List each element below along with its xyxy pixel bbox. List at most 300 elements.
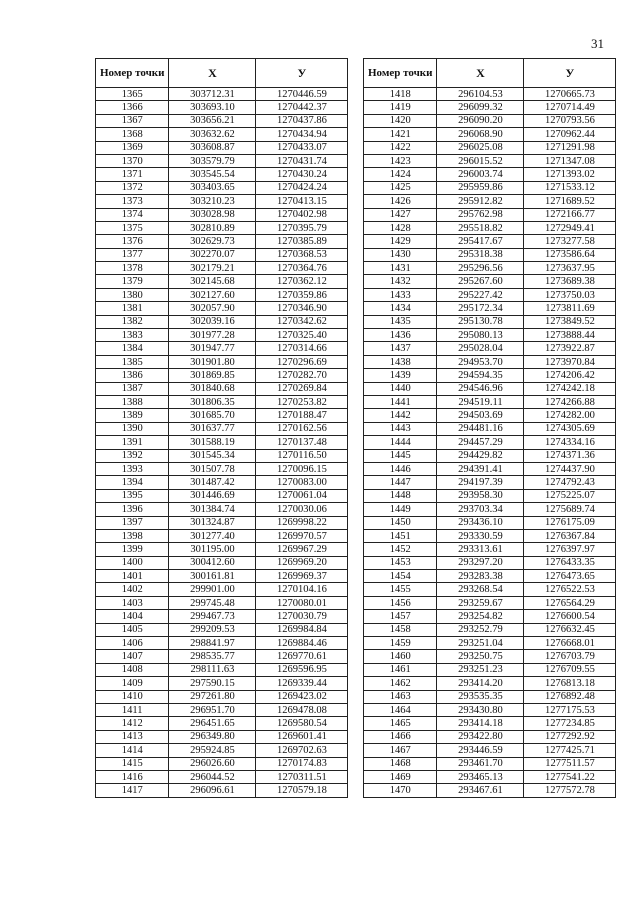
point-number-cell: 1414	[96, 744, 169, 757]
x-coordinate-cell: 296096.61	[169, 784, 256, 797]
y-coordinate-cell: 1269967.29	[256, 543, 348, 556]
point-number-cell: 1425	[364, 181, 437, 194]
y-coordinate-cell: 1270402.98	[256, 208, 348, 221]
point-number-cell: 1365	[96, 88, 169, 101]
y-coordinate-cell: 1269601.41	[256, 730, 348, 743]
y-coordinate-cell: 1270030.06	[256, 503, 348, 516]
point-number-cell: 1449	[364, 503, 437, 516]
point-number-cell: 1467	[364, 744, 437, 757]
y-coordinate-cell: 1270579.18	[256, 784, 348, 797]
point-number-cell: 1445	[364, 449, 437, 462]
x-coordinate-cell: 293251.04	[437, 637, 524, 650]
y-coordinate-cell: 1270314.66	[256, 342, 348, 355]
x-coordinate-cell: 293297.20	[437, 556, 524, 569]
y-coordinate-cell: 1270174.83	[256, 757, 348, 770]
point-number-cell: 1405	[96, 623, 169, 636]
point-number-cell: 1468	[364, 757, 437, 770]
point-number-cell: 1385	[96, 355, 169, 368]
point-number-cell: 1369	[96, 141, 169, 154]
x-coordinate-cell: 302270.07	[169, 248, 256, 261]
table-row	[364, 422, 616, 435]
table-row	[364, 436, 616, 449]
point-number-cell: 1368	[96, 128, 169, 141]
table-row	[364, 101, 616, 114]
x-coordinate-cell: 293330.59	[437, 529, 524, 542]
table-body-right	[364, 88, 616, 798]
point-number-cell: 1404	[96, 610, 169, 623]
x-coordinate-cell: 293535.35	[437, 690, 524, 703]
point-number-cell: 1427	[364, 208, 437, 221]
y-coordinate-cell: 1271689.52	[524, 195, 616, 208]
y-coordinate-cell: 1270083.00	[256, 476, 348, 489]
table-row	[96, 637, 348, 650]
point-number-cell: 1428	[364, 221, 437, 234]
table-row	[96, 650, 348, 663]
y-coordinate-cell: 1274305.69	[524, 422, 616, 435]
point-number-cell: 1373	[96, 195, 169, 208]
x-coordinate-cell: 303028.98	[169, 208, 256, 221]
x-coordinate-cell: 301806.35	[169, 395, 256, 408]
point-number-cell: 1448	[364, 489, 437, 502]
x-coordinate-cell: 302057.90	[169, 302, 256, 315]
table-row	[96, 596, 348, 609]
point-number-cell: 1411	[96, 703, 169, 716]
x-coordinate-cell: 297590.15	[169, 677, 256, 690]
y-coordinate-cell: 1274266.88	[524, 395, 616, 408]
point-number-cell: 1464	[364, 703, 437, 716]
y-coordinate-cell: 1270269.84	[256, 382, 348, 395]
table-row	[364, 262, 616, 275]
point-number-cell: 1465	[364, 717, 437, 730]
point-number-cell: 1453	[364, 556, 437, 569]
point-number-cell: 1366	[96, 101, 169, 114]
y-coordinate-cell: 1272166.77	[524, 208, 616, 221]
table-row	[364, 181, 616, 194]
x-coordinate-cell: 296099.32	[437, 101, 524, 114]
y-coordinate-cell: 1269580.54	[256, 717, 348, 730]
point-number-cell: 1437	[364, 342, 437, 355]
y-coordinate-cell: 1273970.84	[524, 355, 616, 368]
point-number-cell: 1440	[364, 382, 437, 395]
point-number-cell: 1435	[364, 315, 437, 328]
y-coordinate-cell: 1269770.61	[256, 650, 348, 663]
table-row	[96, 141, 348, 154]
x-coordinate-cell: 301324.87	[169, 516, 256, 529]
point-number-cell: 1439	[364, 369, 437, 382]
table-row	[96, 476, 348, 489]
y-coordinate-cell: 1270137.48	[256, 436, 348, 449]
point-number-cell: 1443	[364, 422, 437, 435]
x-coordinate-cell: 293703.34	[437, 503, 524, 516]
x-coordinate-cell: 293465.13	[437, 770, 524, 783]
table-row	[364, 690, 616, 703]
table-row	[96, 570, 348, 583]
x-coordinate-cell: 295318.38	[437, 248, 524, 261]
point-number-cell: 1417	[96, 784, 169, 797]
x-coordinate-cell: 300412.60	[169, 556, 256, 569]
y-coordinate-cell: 1269596.95	[256, 663, 348, 676]
table-row	[96, 744, 348, 757]
table-row	[96, 221, 348, 234]
table-row	[96, 677, 348, 690]
y-coordinate-cell: 1270433.07	[256, 141, 348, 154]
y-coordinate-cell: 1270346.90	[256, 302, 348, 315]
x-coordinate-cell: 303693.10	[169, 101, 256, 114]
header-point-number: Номер точки	[364, 59, 437, 88]
y-coordinate-cell: 1270434.94	[256, 128, 348, 141]
y-coordinate-cell: 1276397.97	[524, 543, 616, 556]
table-row	[96, 128, 348, 141]
point-number-cell: 1372	[96, 181, 169, 194]
x-coordinate-cell: 302039.16	[169, 315, 256, 328]
x-coordinate-cell: 293259.67	[437, 596, 524, 609]
table-row	[96, 516, 348, 529]
y-coordinate-cell: 1269984.84	[256, 623, 348, 636]
table-row	[364, 543, 616, 556]
point-number-cell: 1422	[364, 141, 437, 154]
point-number-cell: 1466	[364, 730, 437, 743]
y-coordinate-cell: 1270116.50	[256, 449, 348, 462]
table-row	[96, 543, 348, 556]
table-row	[96, 717, 348, 730]
table-row	[364, 329, 616, 342]
table-row	[364, 529, 616, 542]
y-coordinate-cell: 1271291.98	[524, 141, 616, 154]
table-row	[364, 315, 616, 328]
x-coordinate-cell: 299745.48	[169, 596, 256, 609]
x-coordinate-cell: 299467.73	[169, 610, 256, 623]
x-coordinate-cell: 295924.85	[169, 744, 256, 757]
x-coordinate-cell: 301384.74	[169, 503, 256, 516]
table-row	[364, 556, 616, 569]
x-coordinate-cell: 303579.79	[169, 154, 256, 167]
table-row	[364, 449, 616, 462]
table-row	[96, 784, 348, 797]
x-coordinate-cell: 295028.04	[437, 342, 524, 355]
y-coordinate-cell: 1273922.87	[524, 342, 616, 355]
table-row	[364, 395, 616, 408]
y-coordinate-cell: 1270061.04	[256, 489, 348, 502]
x-coordinate-cell: 294519.11	[437, 395, 524, 408]
x-coordinate-cell: 294481.16	[437, 422, 524, 435]
table-row	[96, 489, 348, 502]
y-coordinate-cell: 1271393.02	[524, 168, 616, 181]
x-coordinate-cell: 303210.23	[169, 195, 256, 208]
x-coordinate-cell: 303545.54	[169, 168, 256, 181]
y-coordinate-cell: 1270162.56	[256, 422, 348, 435]
table-row	[96, 503, 348, 516]
table-row	[364, 275, 616, 288]
x-coordinate-cell: 295959.86	[437, 181, 524, 194]
table-row	[364, 703, 616, 716]
y-coordinate-cell: 1276564.29	[524, 596, 616, 609]
x-coordinate-cell: 298535.77	[169, 650, 256, 663]
y-coordinate-cell: 1269423.02	[256, 690, 348, 703]
point-number-cell: 1444	[364, 436, 437, 449]
table-row	[96, 248, 348, 261]
table-row	[364, 462, 616, 475]
x-coordinate-cell: 295518.82	[437, 221, 524, 234]
table-row	[364, 154, 616, 167]
point-number-cell: 1431	[364, 262, 437, 275]
x-coordinate-cell: 293252.79	[437, 623, 524, 636]
point-number-cell: 1387	[96, 382, 169, 395]
point-number-cell: 1416	[96, 770, 169, 783]
y-coordinate-cell: 1270282.70	[256, 369, 348, 382]
y-coordinate-cell: 1270714.49	[524, 101, 616, 114]
point-number-cell: 1392	[96, 449, 169, 462]
point-number-cell: 1380	[96, 288, 169, 301]
y-coordinate-cell: 1270665.73	[524, 88, 616, 101]
table-row	[364, 168, 616, 181]
x-coordinate-cell: 293313.61	[437, 543, 524, 556]
y-coordinate-cell: 1273637.95	[524, 262, 616, 275]
table-row	[96, 275, 348, 288]
table-row	[96, 355, 348, 368]
y-coordinate-cell: 1276813.18	[524, 677, 616, 690]
point-number-cell: 1401	[96, 570, 169, 583]
table-row	[96, 302, 348, 315]
x-coordinate-cell: 295227.42	[437, 288, 524, 301]
x-coordinate-cell: 301977.28	[169, 329, 256, 342]
point-number-cell: 1383	[96, 329, 169, 342]
table-row	[96, 583, 348, 596]
table-row	[96, 690, 348, 703]
point-number-cell: 1388	[96, 395, 169, 408]
table-header-row	[364, 59, 616, 88]
table-row	[96, 382, 348, 395]
table-row	[96, 181, 348, 194]
y-coordinate-cell: 1274282.00	[524, 409, 616, 422]
table-row	[96, 154, 348, 167]
point-number-cell: 1371	[96, 168, 169, 181]
page-number: 31	[591, 36, 604, 51]
x-coordinate-cell: 302810.89	[169, 221, 256, 234]
x-coordinate-cell: 301840.68	[169, 382, 256, 395]
table-body-left	[96, 88, 348, 798]
x-coordinate-cell: 297261.80	[169, 690, 256, 703]
y-coordinate-cell: 1276703.79	[524, 650, 616, 663]
point-number-cell: 1375	[96, 221, 169, 234]
x-coordinate-cell: 299209.53	[169, 623, 256, 636]
x-coordinate-cell: 293436.10	[437, 516, 524, 529]
point-number-cell: 1470	[364, 784, 437, 797]
point-number-cell: 1446	[364, 462, 437, 475]
y-coordinate-cell: 1270096.15	[256, 462, 348, 475]
point-number-cell: 1457	[364, 610, 437, 623]
point-number-cell: 1450	[364, 516, 437, 529]
y-coordinate-cell: 1276175.09	[524, 516, 616, 529]
y-coordinate-cell: 1273849.52	[524, 315, 616, 328]
point-number-cell: 1458	[364, 623, 437, 636]
table-row	[96, 556, 348, 569]
table-row	[364, 114, 616, 127]
table-row	[96, 703, 348, 716]
x-coordinate-cell: 303608.87	[169, 141, 256, 154]
x-coordinate-cell: 296451.65	[169, 717, 256, 730]
y-coordinate-cell: 1270325.40	[256, 329, 348, 342]
point-number-cell: 1438	[364, 355, 437, 368]
y-coordinate-cell: 1273750.03	[524, 288, 616, 301]
x-coordinate-cell: 301901.80	[169, 355, 256, 368]
y-coordinate-cell: 1270437.86	[256, 114, 348, 127]
x-coordinate-cell: 293430.80	[437, 703, 524, 716]
y-coordinate-cell: 1272949.41	[524, 221, 616, 234]
table-header-row	[96, 59, 348, 88]
y-coordinate-cell: 1269969.20	[256, 556, 348, 569]
y-coordinate-cell: 1270359.86	[256, 288, 348, 301]
y-coordinate-cell: 1273811.69	[524, 302, 616, 315]
point-number-cell: 1410	[96, 690, 169, 703]
coordinates-table-right	[363, 58, 616, 798]
x-coordinate-cell: 301637.77	[169, 422, 256, 435]
y-coordinate-cell: 1277292.92	[524, 730, 616, 743]
point-number-cell: 1390	[96, 422, 169, 435]
table-row	[96, 395, 348, 408]
x-coordinate-cell: 301195.00	[169, 543, 256, 556]
point-number-cell: 1397	[96, 516, 169, 529]
x-coordinate-cell: 299901.00	[169, 583, 256, 596]
point-number-cell: 1409	[96, 677, 169, 690]
x-coordinate-cell: 294197.39	[437, 476, 524, 489]
table-row	[364, 610, 616, 623]
x-coordinate-cell: 293414.20	[437, 677, 524, 690]
x-coordinate-cell: 296003.74	[437, 168, 524, 181]
y-coordinate-cell: 1270311.51	[256, 770, 348, 783]
x-coordinate-cell: 298111.63	[169, 663, 256, 676]
y-coordinate-cell: 1270395.79	[256, 221, 348, 234]
table-row	[364, 677, 616, 690]
coordinates-table-left	[95, 58, 348, 798]
point-number-cell: 1376	[96, 235, 169, 248]
point-number-cell: 1384	[96, 342, 169, 355]
x-coordinate-cell: 293414.18	[437, 717, 524, 730]
x-coordinate-cell: 294429.82	[437, 449, 524, 462]
y-coordinate-cell: 1276367.84	[524, 529, 616, 542]
table-row	[96, 449, 348, 462]
x-coordinate-cell: 302179.21	[169, 262, 256, 275]
y-coordinate-cell: 1276709.55	[524, 663, 616, 676]
y-coordinate-cell: 1270188.47	[256, 409, 348, 422]
table-row	[364, 623, 616, 636]
table-row	[96, 436, 348, 449]
x-coordinate-cell: 295762.98	[437, 208, 524, 221]
point-number-cell: 1463	[364, 690, 437, 703]
x-coordinate-cell: 294546.96	[437, 382, 524, 395]
table-row	[96, 623, 348, 636]
table-row	[364, 208, 616, 221]
y-coordinate-cell: 1273888.44	[524, 329, 616, 342]
point-number-cell: 1441	[364, 395, 437, 408]
point-number-cell: 1419	[364, 101, 437, 114]
point-number-cell: 1393	[96, 462, 169, 475]
x-coordinate-cell: 298841.97	[169, 637, 256, 650]
x-coordinate-cell: 295912.82	[437, 195, 524, 208]
y-coordinate-cell: 1274206.42	[524, 369, 616, 382]
x-coordinate-cell: 295080.13	[437, 329, 524, 342]
table-row	[96, 208, 348, 221]
x-coordinate-cell: 293467.61	[437, 784, 524, 797]
table-row	[96, 262, 348, 275]
x-coordinate-cell: 293283.38	[437, 570, 524, 583]
table-row	[364, 744, 616, 757]
x-coordinate-cell: 295267.60	[437, 275, 524, 288]
y-coordinate-cell: 1269884.46	[256, 637, 348, 650]
point-number-cell: 1469	[364, 770, 437, 783]
table-row	[364, 730, 616, 743]
table-row	[364, 663, 616, 676]
table-row	[96, 730, 348, 743]
y-coordinate-cell: 1277175.53	[524, 703, 616, 716]
point-number-cell: 1413	[96, 730, 169, 743]
y-coordinate-cell: 1270431.74	[256, 154, 348, 167]
table-row	[364, 355, 616, 368]
header-x: X	[169, 59, 256, 88]
x-coordinate-cell: 294457.29	[437, 436, 524, 449]
y-coordinate-cell: 1276632.45	[524, 623, 616, 636]
point-number-cell: 1461	[364, 663, 437, 676]
y-coordinate-cell: 1276892.48	[524, 690, 616, 703]
point-number-cell: 1378	[96, 262, 169, 275]
x-coordinate-cell: 294503.69	[437, 409, 524, 422]
point-number-cell: 1396	[96, 503, 169, 516]
y-coordinate-cell: 1269339.44	[256, 677, 348, 690]
x-coordinate-cell: 302145.68	[169, 275, 256, 288]
y-coordinate-cell: 1276522.53	[524, 583, 616, 596]
y-coordinate-cell: 1277541.22	[524, 770, 616, 783]
x-coordinate-cell: 293446.59	[437, 744, 524, 757]
x-coordinate-cell: 293268.54	[437, 583, 524, 596]
y-coordinate-cell: 1270030.79	[256, 610, 348, 623]
point-number-cell: 1406	[96, 637, 169, 650]
x-coordinate-cell: 296068.90	[437, 128, 524, 141]
x-coordinate-cell: 296090.20	[437, 114, 524, 127]
table-row	[96, 610, 348, 623]
x-coordinate-cell: 301869.85	[169, 369, 256, 382]
x-coordinate-cell: 303632.62	[169, 128, 256, 141]
y-coordinate-cell: 1270413.15	[256, 195, 348, 208]
table-row	[364, 784, 616, 797]
point-number-cell: 1430	[364, 248, 437, 261]
x-coordinate-cell: 303656.21	[169, 114, 256, 127]
point-number-cell: 1459	[364, 637, 437, 650]
point-number-cell: 1424	[364, 168, 437, 181]
point-number-cell: 1370	[96, 154, 169, 167]
point-number-cell: 1455	[364, 583, 437, 596]
y-coordinate-cell: 1270385.89	[256, 235, 348, 248]
point-number-cell: 1452	[364, 543, 437, 556]
y-coordinate-cell: 1274437.90	[524, 462, 616, 475]
point-number-cell: 1460	[364, 650, 437, 663]
x-coordinate-cell: 293250.75	[437, 650, 524, 663]
x-coordinate-cell: 301487.42	[169, 476, 256, 489]
table-row	[96, 329, 348, 342]
x-coordinate-cell: 296951.70	[169, 703, 256, 716]
x-coordinate-cell: 295172.34	[437, 302, 524, 315]
y-coordinate-cell: 1275689.74	[524, 503, 616, 516]
table-row	[96, 168, 348, 181]
y-coordinate-cell: 1270793.56	[524, 114, 616, 127]
table-row	[364, 476, 616, 489]
y-coordinate-cell: 1273689.38	[524, 275, 616, 288]
table-row	[96, 288, 348, 301]
point-number-cell: 1421	[364, 128, 437, 141]
table-row	[96, 235, 348, 248]
point-number-cell: 1415	[96, 757, 169, 770]
y-coordinate-cell: 1277234.85	[524, 717, 616, 730]
point-number-cell: 1433	[364, 288, 437, 301]
x-coordinate-cell: 302629.73	[169, 235, 256, 248]
